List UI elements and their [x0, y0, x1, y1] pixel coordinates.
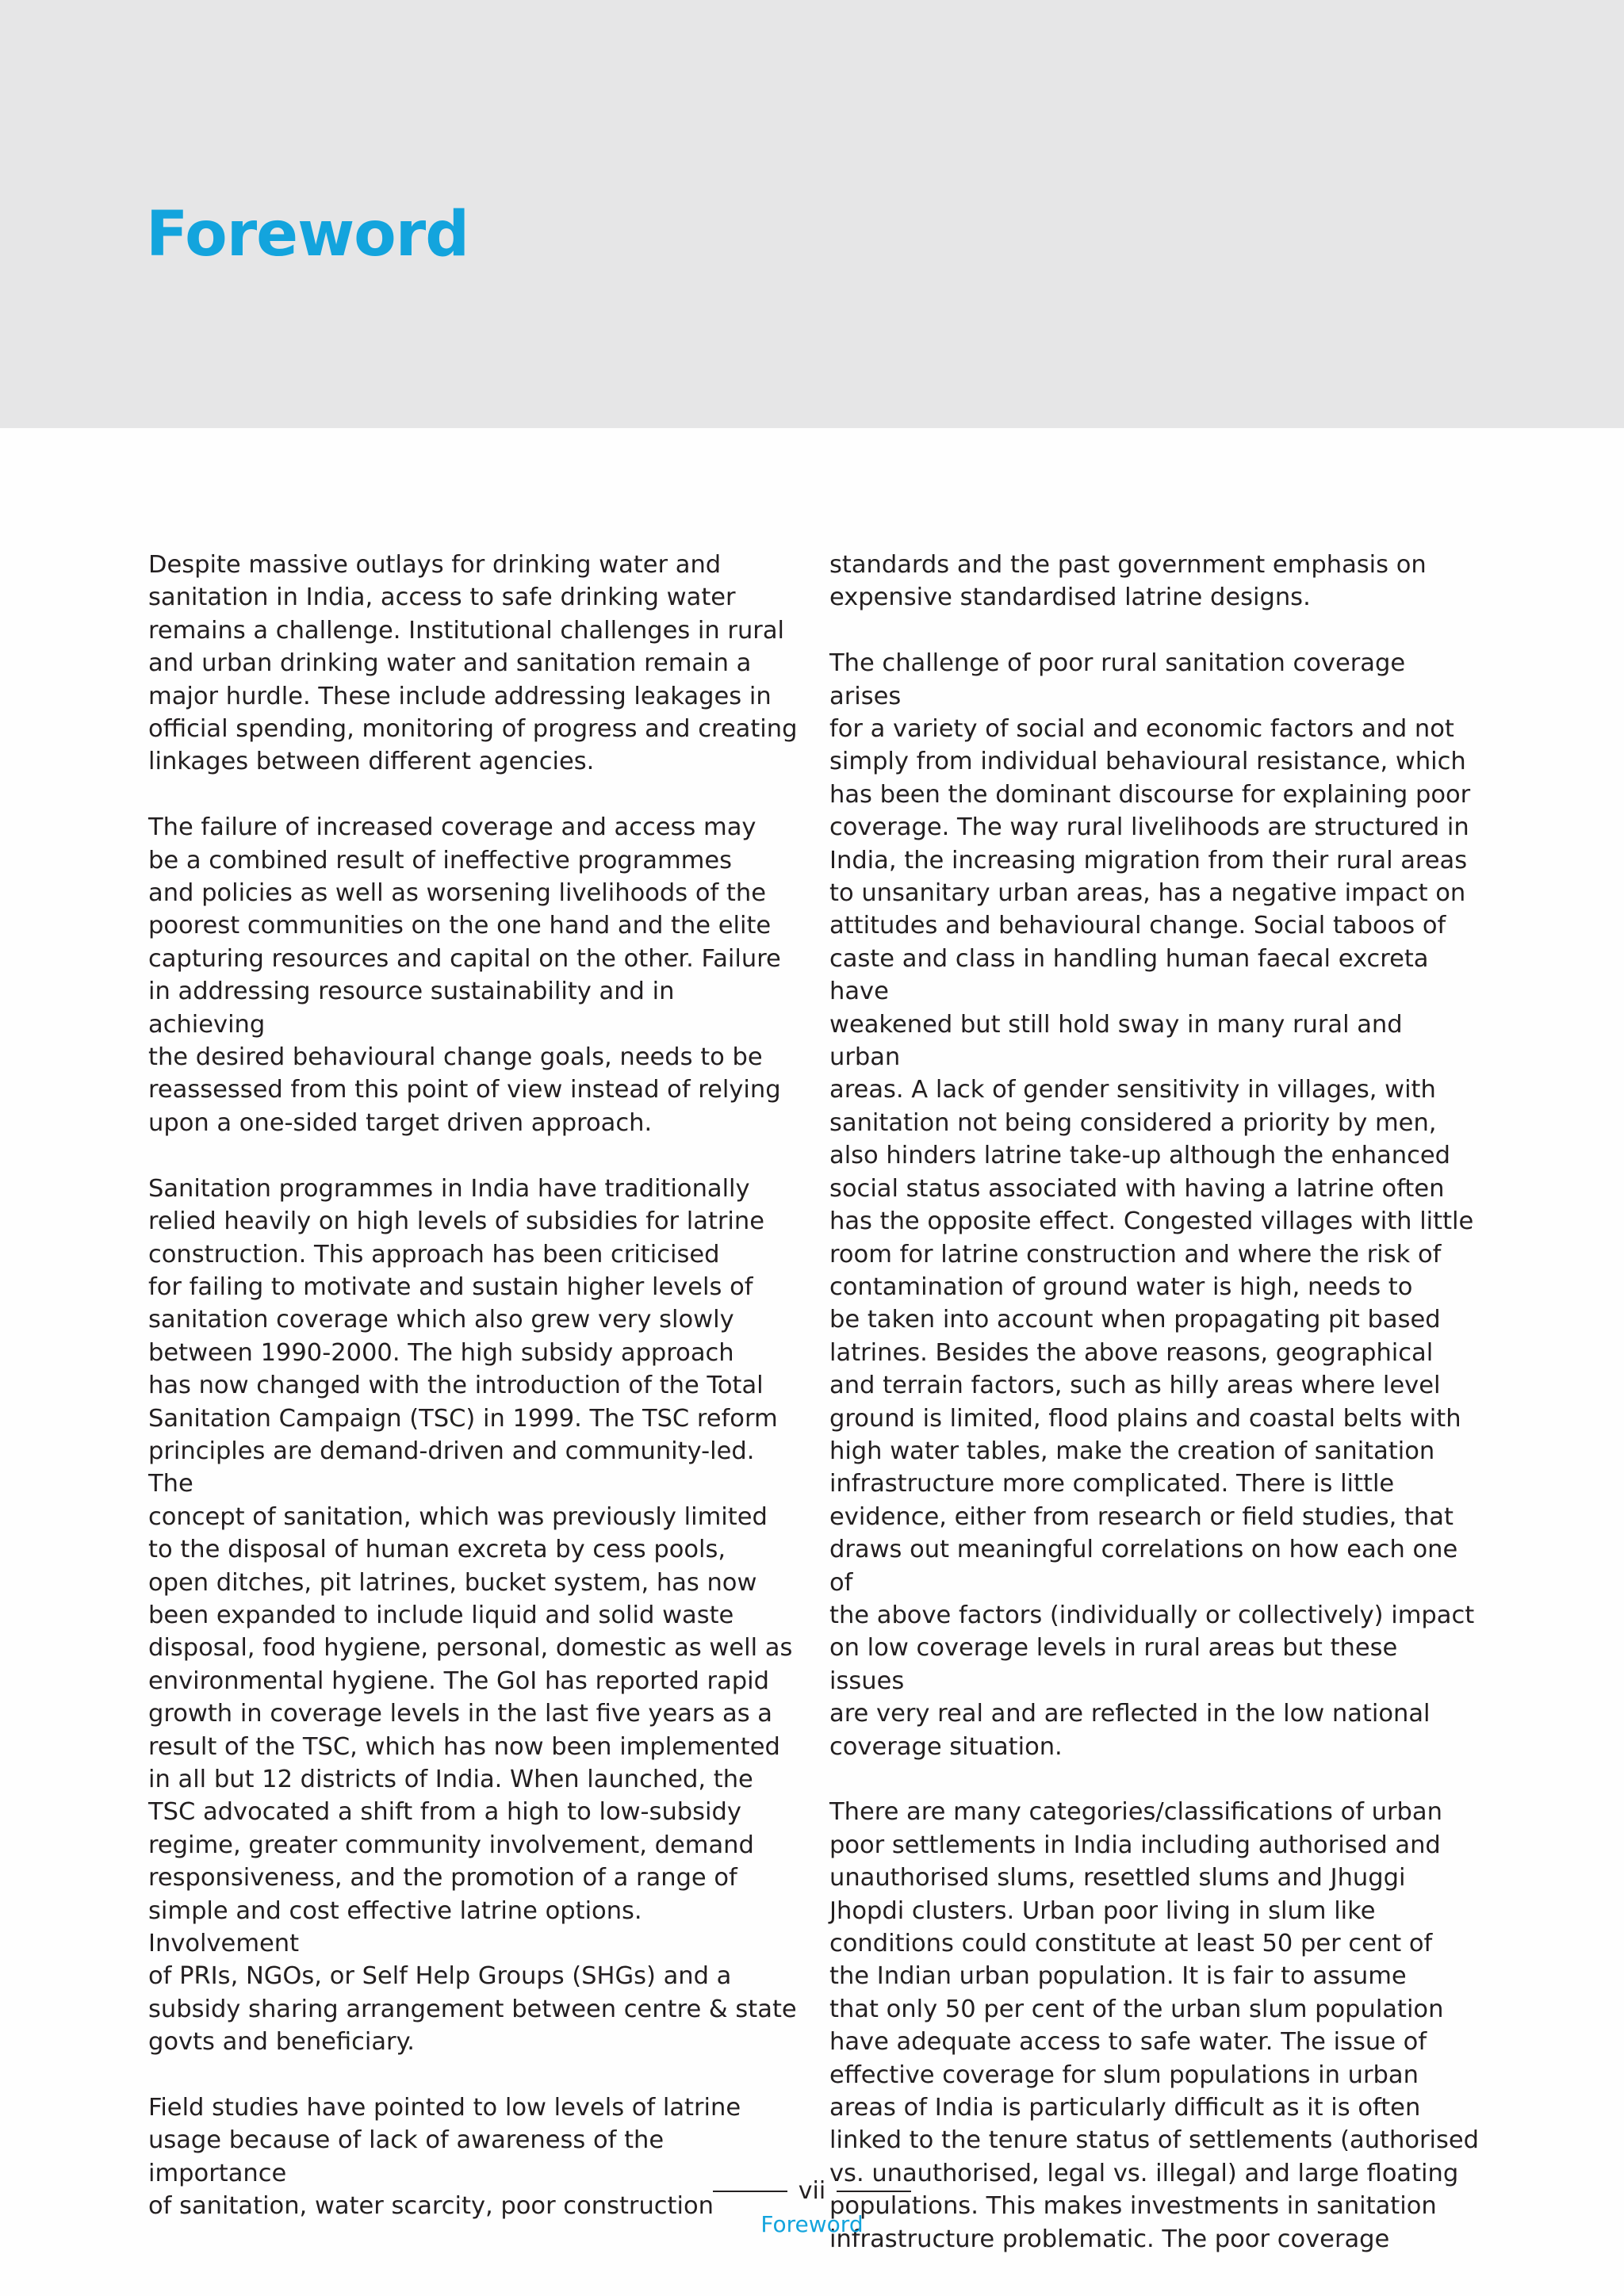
left-column [148, 549, 799, 2223]
paragraph: Despite massive outlays for drinking water and sanitation in India, access to safe drinking water remains a challenge. Institutional challenges in rural and urban drinking water and sanitation remain a major hurdle. These include addressing leakages in official spending, monitoring of progress and creating linkages between different agencies. [148, 551, 798, 776]
right-column [829, 549, 1480, 2256]
page-footer [0, 2175, 1624, 2239]
page-number: vii [798, 2177, 826, 2205]
paragraph: Field studies have pointed to low levels of latrine usage because of lack of awareness of the importance of sanitation, water scarcity, poor construction [148, 2094, 741, 2221]
paragraph: The challenge of poor rural sanitation coverage arises for a variety of social and economic factors and not simply from individual behavioural resistance, which has been the dominant discourse for explaining poor coverage. The way rural livelihoods are structured in India, the increasing migration from their rural areas to unsanitary urban areas, has a negative impact on attitudes and behavioural change. Social taboos of caste and class in handling human faecal excreta have weakened but still hold sway in many rural and urban areas. A lack of gender sensitivity in villages, with sanitation not being considered a priority by men, also hinders latrine take-up although the enhanced social status associated with having a latrine often has the opposite effect. Congested villages with little room for latrine construction and where the risk of contamination of ground water is high, needs to be taken into account when propagating pit based latrines. Besides the above reasons, geographical and terrain factors, such as hilly areas where level ground is limited, flood plains and coastal belts with high water tables, make the creation of sanitation infrastructure more complicated. There is little evidence, either from research or field studies, that draws out meaningful correlations on how each one of the above factors (individually or collectively) impact on low coverage levels in rural areas but these issues are very real and are reflected in the low national coverage situation. [829, 649, 1475, 1761]
footer-section-label: Foreword [760, 2211, 864, 2237]
footer-rule-right [837, 2191, 911, 2192]
footer-rule-left [713, 2191, 787, 2192]
paragraph: There are many categories/classifications of urban poor settlements in India including authorised and unauthorised slums, resettled slums and Jhuggi Jhopdi clusters. Urban poor living in slum like conditions could constitute at least 50 per cent of the Indian urban population. It is fair to assume that only 50 per cent of the urban slum population have adequate access to safe water. The issue of effective coverage for slum populations in urban areas of India is particularly difficult as it is often linked to the tenure status of settlements (authorised vs. unauthorised, legal vs. illegal) and large floating populations. This makes investments in sanitation infrastructure problematic. The poor coverage [829, 1798, 1480, 2253]
paragraph: The failure of increased coverage and access may be a combined result of ineffective programmes and policies as well as worsening livelihoods of the poorest communities on the one hand and the elite capturing resources and capital on the other. Failure in addressing resource sustainability and in achieving the desired behavioural change goals, needs to be reassessed from this point of view instead of relying upon a one-sided target driven approach. [148, 813, 781, 1137]
page-title: Foreword [146, 199, 469, 270]
paragraph: Sanitation programmes in India have traditionally relied heavily on high levels of subsidies for latrine construction. This approach has been criticised for failing to motivate and sustain higher levels of sanitation coverage which also grew very slowly between 1990-2000. The high subsidy approach has now changed with the introduction of the Total Sanitation Campaign (TSC) in 1999. The TSC reform principles are demand-driven and community-led. The concept of sanitation, which was previously limited to the disposal of human excreta by cess pools, open ditches, pit latrines, bucket system, has now been expanded to include liquid and solid waste disposal, food hygiene, personal, domestic as well as environmental hygiene. The GoI has reported rapid growth in coverage levels in the last five years as a result of the TSC, which has now been implemented in all but 12 districts of India. When launched, the TSC advocated a shift from a high to low-subsidy regime, greater community involvement, demand responsiveness, and the promotion of a range of simple and cost effective latrine options. Involvement of PRIs, NGOs, or Self Help Groups (SHGs) and a subsidy sharing arrangement between centre & state govts and beneficiary. [148, 1174, 797, 2057]
header-band [0, 0, 1624, 428]
paragraph: standards and the past government emphasis on expensive standardised latrine designs. [829, 551, 1427, 612]
